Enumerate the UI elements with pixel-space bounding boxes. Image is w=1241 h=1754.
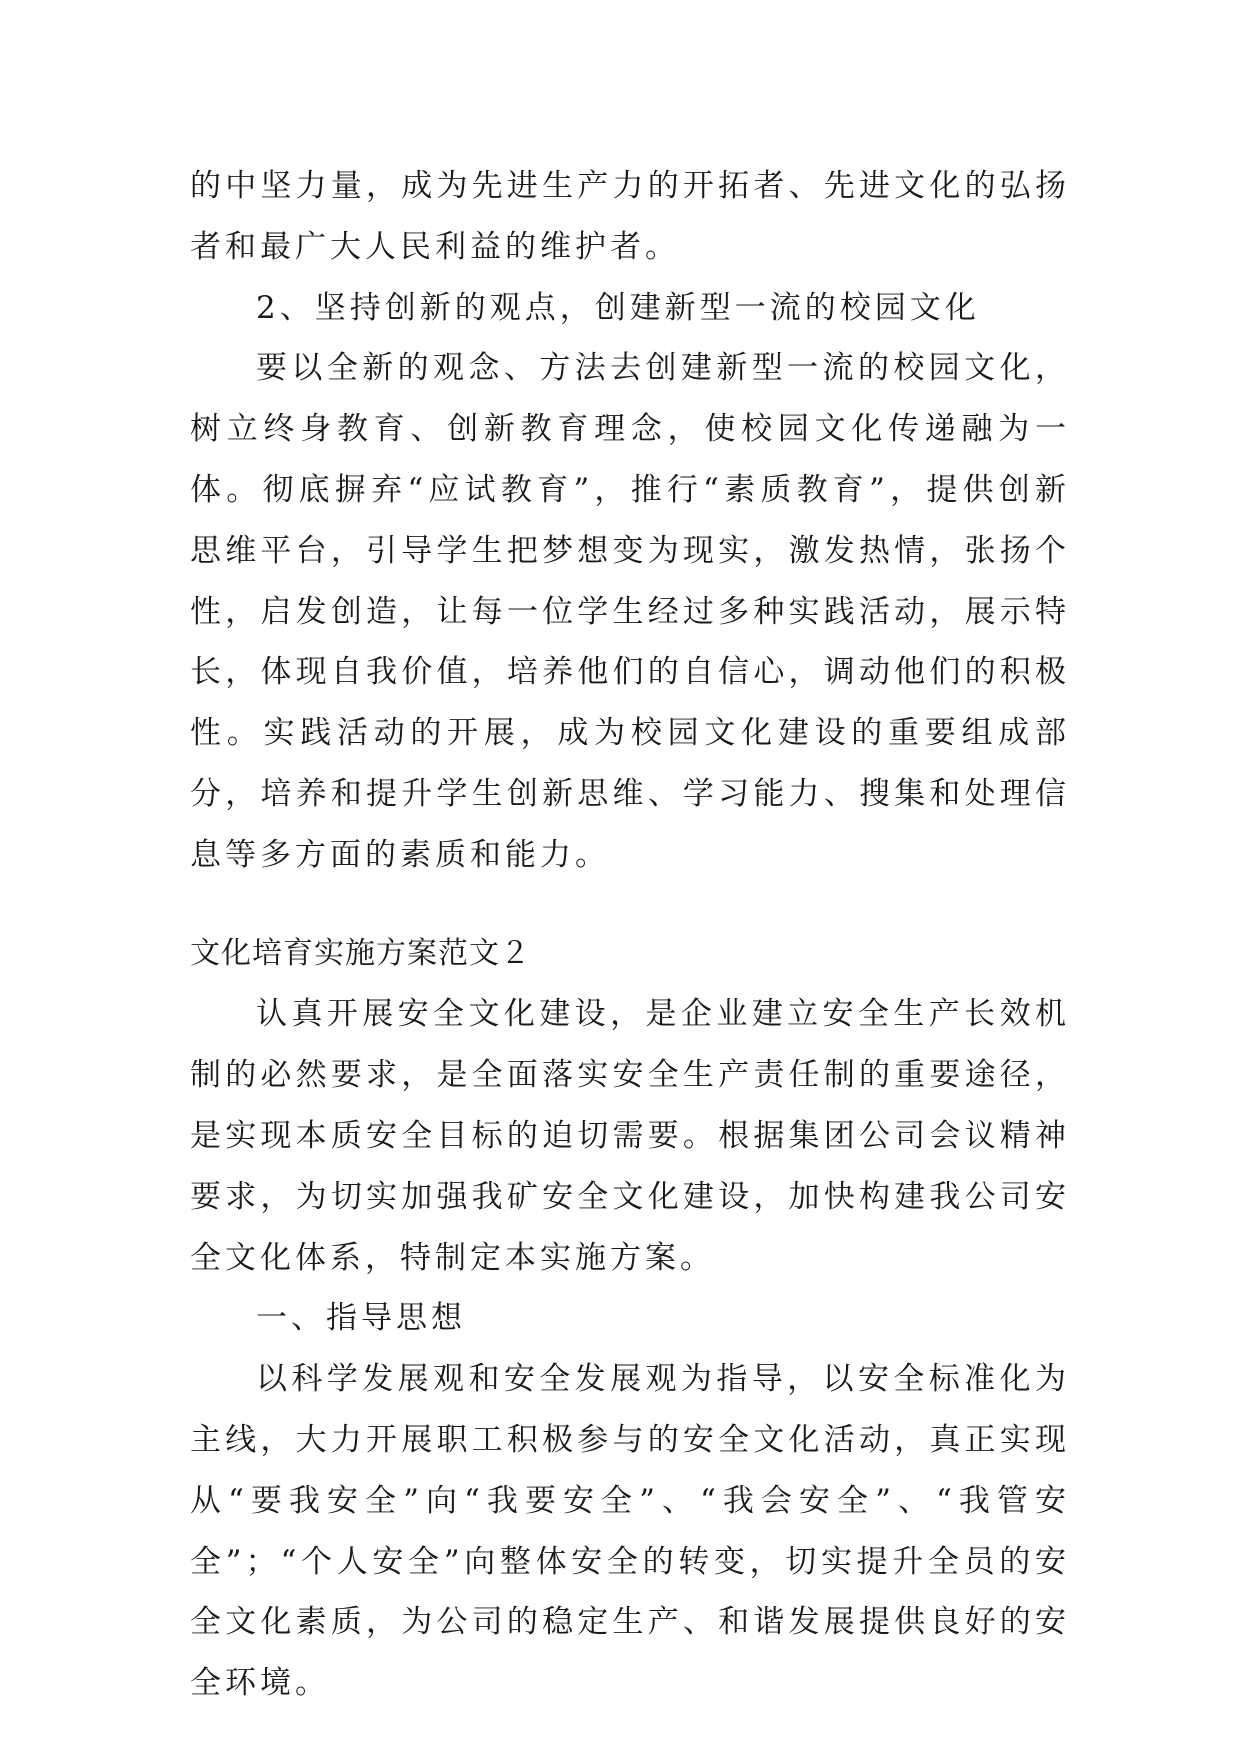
paragraph-guiding-ideology: 以科学发展观和安全发展观为指导，以安全标准化为主线，大力开展职工积极参与的安全文化活动，真正实现从“要我安全”向“我要安全”、“我会安全”、“我管安全”；“个人安全”向整体安全的转变，切实提升全员的安全文化素质，为公司的稳定生产、和谐发展提供良好的安全环境。	[190, 1361, 1070, 1702]
paragraph-continued: 的中坚力量，成为先进生产力的开拓者、先进文化的弘扬者和最广大人民利益的维护者。	[190, 168, 1070, 265]
subheading-innovation: 2、坚持创新的观点，创建新型一流的校园文化	[256, 289, 980, 326]
document-body	[190, 156, 1070, 1714]
section-title: 文化培育实施方案范文２	[190, 935, 531, 971]
subheading-guiding-ideology: 一、指导思想	[256, 1300, 466, 1337]
paragraph-safety-intro: 认真开展安全文化建设，是企业建立安全生产长效机制的必然要求，是全面落实安全生产责任制的重要途径，是实现本质安全目标的迫切需要。根据集团公司会议精神要求，为切实加强我矿安全文化建设，加快构建我公司安全文化体系，特制定本实施方案。	[190, 996, 1070, 1276]
paragraph-campus-culture: 要以全新的观念、方法去创建新型一流的校园文化，树立终身教育、创新教育理念，使校园文化传递融为一体。彻底摒弃“应试教育”，推行“素质教育”，提供创新思维平台，引导学生把梦想变为现实，激发热情，张扬个性，启发创造，让每一位学生经过多种实践活动，展示特长，体现自我价值，培养他们的自信心，调动他们的积极性。实践活动的开展，成为校园文化建设的重要组成部分，培养和提升学生创新思维、学习能力、搜集和处理信息等多方面的素质和能力。	[190, 350, 1070, 873]
